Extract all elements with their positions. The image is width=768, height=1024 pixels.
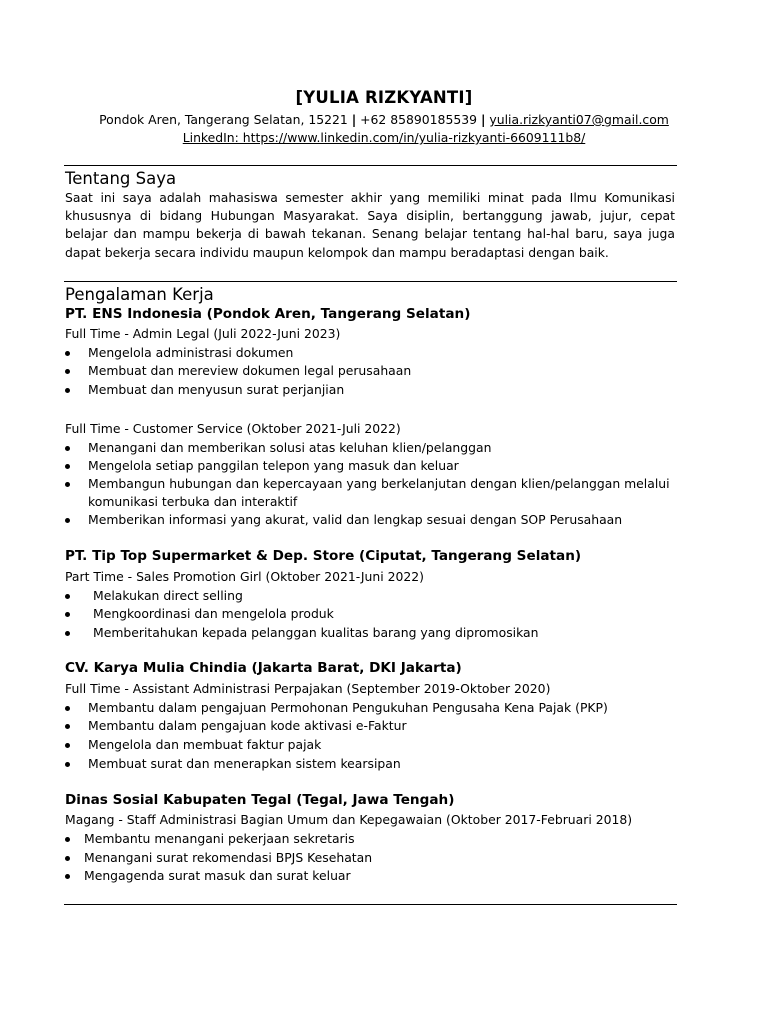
separator: | [351, 112, 357, 127]
divider [64, 165, 677, 166]
bullet-icon [65, 351, 70, 356]
company-name: PT. ENS Indonesia (Pondok Aren, Tangerang Selatan) [65, 306, 471, 322]
bullet-icon [65, 706, 70, 711]
phone-text: +62 85890185539 [360, 112, 477, 127]
experience-heading: Pengalaman Kerja [65, 285, 214, 304]
about-text: Saat ini saya adalah mahasiswa semester akhir yang memiliki minat pada Ilmu Komunikasi khususnya di bidang Hubungan Masyarakat. Saya disiplin, bertanggung jawab, jujur, cepat belajar dan mampu bekerja di bawah tekanan. Senang belajar tentang hal-hal baru, saya juga dapat bekerja secara individu maupun kelompok dan mampu beradaptasi dengan baik. [65, 190, 675, 260]
bullet-icon [65, 388, 70, 393]
role-title: Full Time - Customer Service (Oktober 2021-Juli 2022) [65, 421, 401, 436]
list-item: Mengelola setiap panggilan telepon yang masuk dan keluar [88, 458, 459, 473]
list-item: Membantu dalam pengajuan Permohonan Pengukuhan Pengusaha Kena Pajak (PKP) [88, 700, 608, 715]
bullet-icon [65, 612, 70, 617]
bullet-icon [65, 518, 70, 523]
bullet-icon [65, 874, 70, 879]
bullet-icon [65, 837, 70, 842]
bullet-icon [65, 446, 70, 451]
bullet-icon [65, 631, 70, 636]
contact-line [0, 112, 768, 127]
bullet-icon [65, 464, 70, 469]
company-name: CV. Karya Mulia Chindia (Jakarta Barat, DKI Jakarta) [65, 660, 462, 676]
list-item: Membantu menangani pekerjaan sekretaris [84, 831, 355, 846]
list-item: Menangani dan memberikan solusi atas keluhan klien/pelanggan [88, 440, 492, 455]
role-title: Magang - Staff Administrasi Bagian Umum dan Kepegawaian (Oktober 2017-Februari 2018) [65, 812, 633, 827]
role-title: Full Time - Assistant Administrasi Perpajakan (September 2019-Oktober 2020) [65, 681, 551, 696]
email-link[interactable]: yulia.rizkyanti07@gmail.com [489, 112, 669, 127]
list-item: Mengkoordinasi dan mengelola produk [93, 606, 334, 621]
list-item: Mengelola administrasi dokumen [88, 345, 294, 360]
address-text: Pondok Aren, Tangerang Selatan, 15221 [99, 112, 348, 127]
about-heading: Tentang Saya [65, 169, 177, 188]
bullet-icon [65, 743, 70, 748]
list-item: Membangun hubungan dan kepercayaan yang berkelanjutan dengan klien/pelanggan melalui komunikasi terbuka dan interaktif [88, 476, 670, 510]
bullet-icon [65, 482, 70, 487]
divider [64, 281, 677, 282]
list-item: Memberitahukan kepada pelanggan kualitas barang yang dipromosikan [93, 625, 539, 640]
bullet-icon [65, 856, 70, 861]
bullet-icon [65, 762, 70, 767]
list-item: Membuat surat dan menerapkan sistem kearsipan [88, 756, 401, 771]
list-item: Membuat dan mereview dokumen legal perusahaan [88, 363, 412, 378]
list-item: Mengagenda surat masuk dan surat keluar [84, 868, 351, 883]
list-item: Melakukan direct selling [93, 588, 243, 603]
bullet-icon [65, 594, 70, 599]
linkedin-link[interactable]: LinkedIn: https://www.linkedin.com/in/yulia-rizkyanti-6609111b8/ [182, 130, 586, 145]
company-name: PT. Tip Top Supermarket & Dep. Store (Ciputat, Tangerang Selatan) [65, 548, 582, 564]
role-title: Part Time - Sales Promotion Girl (Oktober 2021-Juni 2022) [65, 569, 425, 584]
list-item: Membantu dalam pengajuan kode aktivasi e-Faktur [88, 718, 407, 733]
list-item: Menangani surat rekomendasi BPJS Kesehatan [84, 850, 373, 865]
company-name: Dinas Sosial Kabupaten Tegal (Tegal, Jawa Tengah) [65, 792, 455, 808]
resume-name: [YULIA RIZKYANTI] [295, 88, 473, 107]
bullet-icon [65, 369, 70, 374]
divider [64, 904, 677, 905]
list-item: Mengelola dan membuat faktur pajak [88, 737, 322, 752]
list-item: Memberikan informasi yang akurat, valid dan lengkap sesuai dengan SOP Perusahaan [88, 512, 623, 527]
separator: | [480, 112, 486, 127]
bullet-icon [65, 724, 70, 729]
role-title: Full Time - Admin Legal (Juli 2022-Juni 2023) [65, 326, 341, 341]
list-item: Membuat dan menyusun surat perjanjian [88, 382, 345, 397]
